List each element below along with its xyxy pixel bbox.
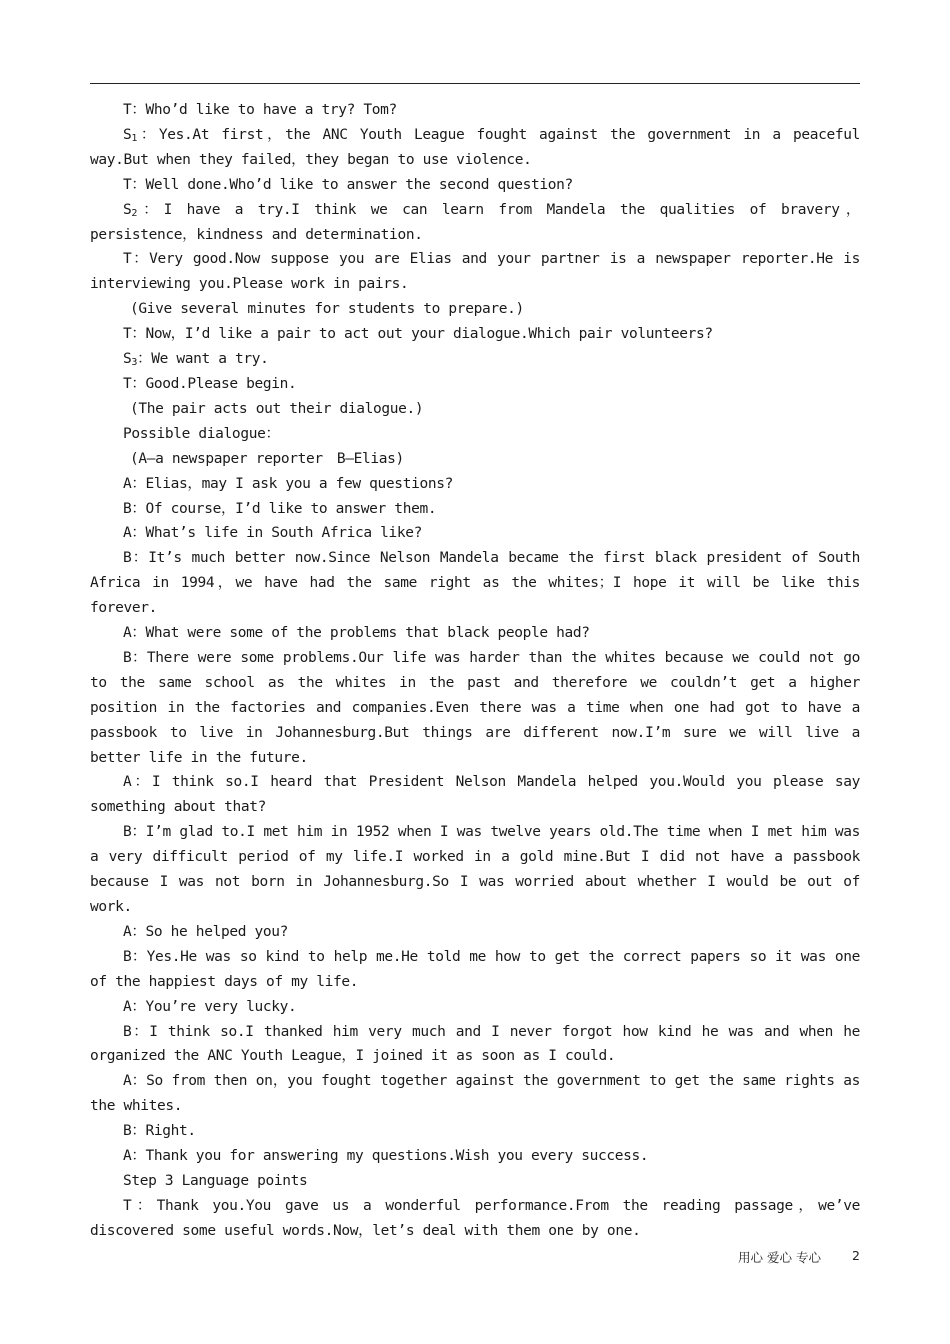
paragraph-text: B：There were some problems.Our life was harder than the whites because we could not go to the same school as the whites in the past and therefore we couldn’t get a higher position in the factories and companies.Even there was a time when one had got to have a passbook to live in Johannesburg.But things are different now.I’m sure we will live a better life in the future. bbox=[90, 649, 860, 766]
paragraph-text: A：What were some of the problems that black people had? bbox=[123, 625, 590, 642]
paragraph-text: ：Yes.At first，the ANC Youth League fought against the government in a peaceful way.But when they failed，they began to use violence. bbox=[90, 126, 860, 168]
paragraph-text: A：What’s life in South Africa like? bbox=[123, 525, 423, 542]
paragraph-text: T：Thank you.You gave us a wonderful performance.From the reading passage，we’ve discovered some useful words.Now，let’s deal with them one by one. bbox=[90, 1197, 860, 1239]
dialogue-paragraph bbox=[90, 472, 860, 497]
paragraph-text: ：I have a try.I think we can learn from Mandela the qualities of bravery，persistence，kindness and determination. bbox=[90, 201, 860, 243]
dialogue-paragraph bbox=[90, 1194, 860, 1244]
dialogue-paragraph bbox=[90, 123, 860, 173]
paragraph-text: Possible dialogue： bbox=[123, 425, 280, 442]
dialogue-paragraph bbox=[90, 422, 860, 447]
dialogue-paragraph bbox=[90, 920, 860, 945]
paragraph-text: T：Who’d like to have a try? Tom? bbox=[123, 102, 397, 118]
dialogue-paragraph bbox=[90, 945, 860, 995]
dialogue-paragraph bbox=[90, 397, 860, 422]
paragraph-text: B：Right. bbox=[123, 1123, 196, 1140]
dialogue-paragraph bbox=[90, 347, 860, 372]
paragraph-text: A：Elias，may I ask you a few questions? bbox=[123, 475, 453, 492]
dialogue-paragraph bbox=[90, 1069, 860, 1119]
paragraph-text: T：Well done.Who’d like to answer the second question? bbox=[123, 176, 573, 193]
paragraph-text: A：I think so.I heard that President Nelson Mandela helped you.Would you please say something about that? bbox=[90, 774, 860, 816]
dialogue-paragraph bbox=[90, 198, 860, 248]
paragraph-text: (A—a newspaper reporter B—Elias) bbox=[130, 450, 404, 467]
dialogue-paragraph bbox=[90, 297, 860, 322]
speaker-label: S bbox=[123, 126, 132, 143]
paragraph-text: A：You’re very lucky. bbox=[123, 998, 297, 1015]
paragraph-text: T：Very good.Now suppose you are Elias and your partner is a newspaper reporter.He is interviewing you.Please work in pairs. bbox=[90, 251, 860, 293]
dialogue-paragraph bbox=[90, 1169, 860, 1194]
paragraph-text: T：Now，I’d like a pair to act out your dialogue.Which pair volunteers? bbox=[123, 326, 713, 343]
paragraph-text: A：Thank you for answering my questions.Wish you every success. bbox=[123, 1148, 649, 1165]
dialogue-paragraph bbox=[90, 546, 860, 621]
dialogue-paragraph bbox=[90, 1020, 860, 1070]
dialogue-paragraph bbox=[90, 646, 860, 771]
dialogue-paragraph bbox=[90, 247, 860, 297]
paragraph-text: T：Good.Please begin. bbox=[123, 375, 297, 392]
dialogue-paragraph bbox=[90, 1119, 860, 1144]
dialogue-paragraph bbox=[90, 621, 860, 646]
speaker-label: S bbox=[123, 201, 132, 218]
paragraph-text: B：Of course，I’d like to answer them. bbox=[123, 500, 437, 517]
paragraph-text: (The pair acts out their dialogue.) bbox=[130, 400, 424, 417]
dialogue-paragraph bbox=[90, 447, 860, 472]
dialogue-paragraph bbox=[90, 98, 860, 123]
speaker-subscript: 2 bbox=[131, 207, 138, 219]
page-number: 2 bbox=[852, 1248, 860, 1263]
speaker-subscript: 1 bbox=[131, 132, 138, 144]
dialogue-paragraph bbox=[90, 770, 860, 820]
dialogue-paragraph bbox=[90, 497, 860, 522]
footer-motto: 用心 爱心 专心 bbox=[738, 1250, 821, 1265]
speaker-label: S bbox=[123, 351, 132, 368]
paragraph-text: A：So he helped you? bbox=[123, 923, 288, 940]
dialogue-paragraph bbox=[90, 322, 860, 347]
dialogue-paragraph bbox=[90, 521, 860, 546]
document-body bbox=[90, 98, 860, 1244]
dialogue-paragraph bbox=[90, 1144, 860, 1169]
dialogue-paragraph bbox=[90, 372, 860, 397]
dialogue-paragraph bbox=[90, 173, 860, 198]
paragraph-text: B：I’m glad to.I met him in 1952 when I was twelve years old.The time when I met him was a very difficult period of my life.I worked in a gold mine.But I did not have a passbook because I was not born in Johannesburg.So I was worried about whether I would be out of work. bbox=[90, 824, 860, 915]
dialogue-paragraph bbox=[90, 820, 860, 920]
paragraph-text: A：So from then on，you fought together against the government to get the same rights as the whites. bbox=[90, 1073, 860, 1115]
header-rule bbox=[90, 83, 860, 84]
paragraph-text: ：We want a try. bbox=[137, 351, 269, 368]
paragraph-text: Step 3 Language points bbox=[123, 1172, 308, 1189]
paragraph-text: B：Yes.He was so kind to help me.He told me how to get the correct papers so it was one of the happiest days of my life. bbox=[90, 948, 860, 990]
paragraph-text: B：I think so.I thanked him very much and I never forgot how kind he was and when he organized the ANC Youth League，I joined it as soon as I could. bbox=[90, 1023, 860, 1065]
dialogue-paragraph bbox=[90, 995, 860, 1020]
speaker-subscript: 3 bbox=[131, 357, 138, 369]
paragraph-text: B：It’s much better now.Since Nelson Mandela became the first black president of South Africa in 1994，we have had the same right as the whites；I hope it will be like this forever. bbox=[90, 550, 860, 617]
paragraph-text: (Give several minutes for students to prepare.) bbox=[130, 301, 524, 318]
